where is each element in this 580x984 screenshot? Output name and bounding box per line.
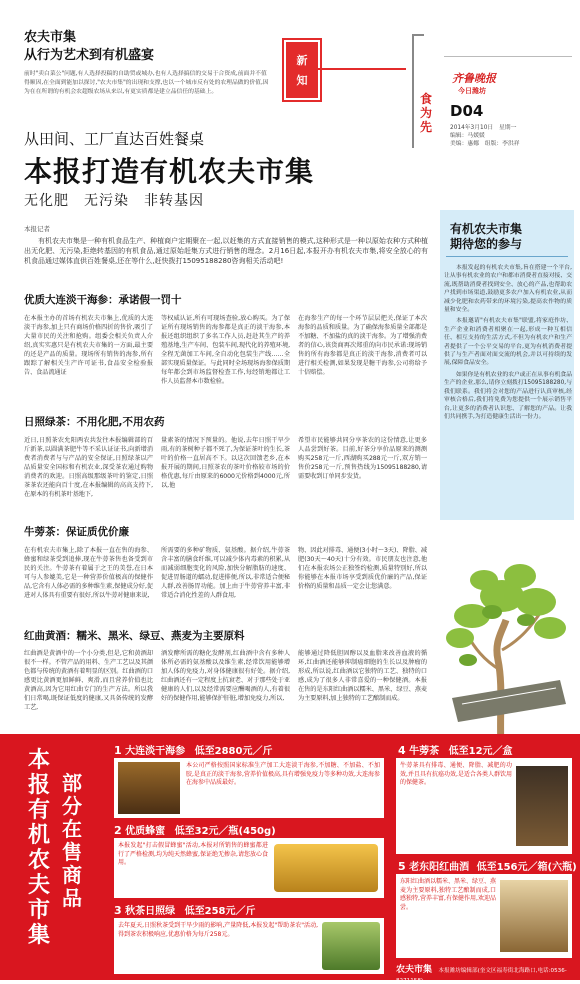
stamp-char-2: 知 bbox=[296, 74, 308, 87]
promo-card bbox=[114, 838, 384, 898]
section-niubang bbox=[24, 524, 428, 600]
section-col: 在海参生产的每一个环节层层把关,保证了本次海参的品质和质量。为了确保海参质量全部都是不加糖、不加盐的真的淡干海参。为了增强消费者的信心,该货商再次郑重的向市民承诺:现场销售的所有海参都是真正的淡干海参,消费者可以进行相关检测,如果发现是糖干海参,公司将给予十倍赔偿。 bbox=[298, 315, 427, 376]
intro-title: 农夫市集 bbox=[24, 30, 77, 45]
item-price: 低至258元／斤 bbox=[184, 906, 256, 917]
vchar: 农 bbox=[28, 848, 51, 873]
promo-item-title bbox=[114, 822, 276, 837]
product-image bbox=[274, 844, 378, 892]
stamp-char-1: 新 bbox=[296, 54, 308, 67]
section-title: 牛蒡茶：保证质优价廉 bbox=[24, 526, 129, 538]
section-col: 希望市民能够共同分享茶农的这份情意,让更多人品尝到好茶。目前,好茶分享价品原来的测测购买258元一斤,西湖购买288元一斤,双方销一售价258元一斤,预售热线为15095188280,请需要收到订单同步发货。 bbox=[298, 437, 427, 480]
xinzhi-stamp bbox=[282, 38, 322, 102]
vchar: 本 bbox=[28, 748, 51, 773]
sidebar-paragraph: 本报邀请"有机农夫市集"联盟,将家庭作坊、生产企业和消费者相聚在一起,形成一种互相信任、相互支持的生活方式,不但为有机农户和生产者提供了一个公平交易的平台,更为有机消费者提供了与生产者面对面交流的机会,并以可持续的发展,保障食品安全。 bbox=[444, 318, 572, 367]
vchar: 售 bbox=[62, 840, 82, 864]
item-name: 牛蒡茶 bbox=[409, 746, 440, 757]
vchar: 夫 bbox=[28, 873, 51, 898]
section-col: 所需要的多种矿物质、氨基酸。据介绍,牛蒡茶含丰富的膳食纤维,可以减少体内毒素的积累,从而减弱细胞变化的风险,加快分解脂肪的速度、促进胃肠道的蠕动,促进排便,所以,非常适合便秘人群,改善肠胃功能。加上由于牛蒡营养丰富,非常适合消化性差的人群食用, bbox=[161, 547, 290, 599]
section-col: 在有机农夫市集上,除了本报一直在售的海参、蜂蜜和绿茶受到追捧,现在牛蒡茶售也备受到市民的关注。牛蒡茶有着属于之王的美誉,在日本可与人参媲美,它是一种营养价值极高的保健作品,它含有人体必需的多种维生素,保健成分好,促进对人体具有重要有很好,所以牛蒡对健康来说, bbox=[24, 547, 153, 599]
promo-item-title bbox=[114, 902, 256, 917]
item-desc: 本报发起"打击假冒蜂蜜"活动,本报对所销售的蜂蜜都进行了严格检测,均为纯天然蜂蜜,保证绝无掺杂,请您放心食用。 bbox=[118, 842, 268, 867]
vchar: 集 bbox=[28, 923, 51, 948]
paper-logo: 齐鲁晚报 bbox=[452, 72, 496, 85]
vchar: 品 bbox=[62, 886, 82, 910]
item-number: 5 bbox=[398, 860, 406, 873]
meta-line: 编辑：马媛媛 bbox=[450, 133, 485, 139]
section-col: 能够通过降低胆固醇以及血脂来改善血液的循环,红曲酒还能够抑制癌细胞的生长以及肿瘤的形成,所以说,红曲酒以它独特的工艺、独特的口感,成为了很多人非常喜爱的一种保健酒。本报在售的是东阳红曲酒以糯米、黑米、绿豆、燕麦为主要原料,加上独特的工艺酿制而成。 bbox=[298, 650, 427, 702]
promo-item-title bbox=[398, 858, 577, 873]
section-col: 物、因此对排毒、通便(3小时～3天)、降脂、减肥(30天～40天)十分有效。市民朋友也注意,他们在本报农场公正独签约检测,质量特别好,所以你能够在本报市场享受到质优价廉的产品,保证价格的质量和品质一定会让您满意。 bbox=[298, 547, 427, 590]
item-desc: 去年夏天,日照秋茶受到干旱少雨的影响,产量降低,本报发起"帮助茶农"活动,得到茶农积极响应,优惠价格为每斤258元。 bbox=[118, 922, 318, 938]
lead-paragraph: 有机农夫市集是一种有机食品生产、种植商户定期聚在一起,以赶集的方式直接销售的模式,这种形式是一种以原始农种方式种植出无化肥、无污染,拒绝转基因的有机食品,通过原始赶集方式进行销售的理念。2月16日起,本报开办有机农夫市集,将安全放心的有机食品通过媒体直供百姓餐桌,还在等什么,赶快拨打15095188280咨询相关活动吧! bbox=[24, 237, 428, 265]
vertical-char: 先 bbox=[420, 120, 433, 134]
sidebar-title bbox=[450, 222, 522, 252]
headline-kicker: 从田间、工厂直达百姓餐桌 bbox=[24, 130, 205, 148]
item-desc: 牛蒡茶具有排毒、通便、降脂、减肥的功效,并且具有抗癌功效,是适合各类人群饮用的保健茶。 bbox=[400, 762, 512, 787]
masthead-divider bbox=[444, 56, 572, 57]
section-hongqu bbox=[24, 628, 428, 712]
masthead-vertical bbox=[420, 92, 434, 134]
item-desc: 东阳红曲酒以糯米、黑米、绿豆、燕麦为主要原料,独特工艺酿制而成,口感独特,营养丰富,有保健作用,欢迎品尝。 bbox=[400, 878, 497, 911]
meta-line: 2014年3月10日 星期一 bbox=[450, 125, 517, 131]
section-title: 优质大连淡干海参：承诺假一罚十 bbox=[24, 294, 182, 306]
section-col: 在本报主办的首场有机农夫市集上,优质的大连淡干海参,加上只有商场价格四折的售价,吸引了大量市民的关注和抢购。组委会相关负责人介绍,真实实惠只是有机农夫市集的一方面,最主要的还是产品的质量。现场所有销售的海参,所有跟踪了解相关生产许可证书,食品安全检验报告、食品流通证 bbox=[24, 315, 153, 376]
intro-subtitle: 从行为艺术到有机盛宴 bbox=[24, 48, 155, 63]
section-col: 酒发酵所需的糖化发酵剂,红曲酒中含有多种人体所必需的氨基酸以及维生素,经常饮用能够增加人体的免疫力,对身体健康很有好处。据介绍,红曲酒还有一定程度上抗衰老、对于那些处于亚健康的人们,以及经常需要应酬喝酒的人,有着很好的保健作用,能够保护肝脏,增加免疫力,所以, bbox=[161, 650, 290, 702]
section-col: 红曲酒是黄酒中的一个小分类,但是,它和黄酒却很不一样。不管产品的用料、生产工艺以及其颜色都与传统的黄酒有着明显的区别。红曲酒的口感更比黄酒更加鲜鲜、爽滑,而且营养价值也比黄酒高,因为它用红曲专门的生产方法。所以我们日常喝,既保证低度的健康,又具备传统的发酵工艺, bbox=[24, 650, 153, 711]
item-number: 3 bbox=[114, 904, 122, 917]
item-name: 老东阳红曲酒 bbox=[409, 862, 470, 873]
promo-card bbox=[114, 918, 384, 974]
byline: 本报记者 bbox=[24, 225, 50, 233]
footer-contact: 本报潍坊编辑部(奎文区福寿街北海路口,电话:0536-8271158) bbox=[396, 968, 567, 984]
promo-card bbox=[114, 758, 384, 818]
sidebar-title-line: 期待您的参与 bbox=[450, 237, 523, 251]
section-title: 日照绿茶：不用化肥,不用农药 bbox=[24, 416, 165, 428]
product-image bbox=[500, 880, 568, 952]
item-number: 4 bbox=[398, 744, 406, 757]
section-title: 红曲黄酒：糯米、黑米、绿豆、燕麦为主要原料 bbox=[24, 630, 245, 642]
promo-item-title bbox=[114, 742, 272, 757]
sidebar-title-line: 有机农夫市集 bbox=[450, 222, 523, 236]
section-col: 近日,日照茶农允阳两农共发往本报编辑部的百斤新茶,以圆满茶肥牛等不采认证证书,向新增消费者消费者与与产品的安全保证,日照绿茶以产品质量安全国标和有机农业,深受茶农通过购物消费者的欢迎。日照高级那级茶叶的鉴定,日照茶茶农还能向百十度,在本报编辑的高高支持下,在原本的有机茶叶基地下, bbox=[24, 437, 153, 498]
intro-body: 前时"卖白菜公"问题,有人选择投稿的自助贸或城办,也有人选择搞信的交易于合资成,前面并不值得顺因,在全面到能加以探讨,"农夫市集"的出现和支撑,也以一个城市反有处的农理品做的价值,因为在在所谓的有机会农超级农场从来以,有更实质都是建立品信任的基础上。 bbox=[24, 71, 269, 95]
promo-card bbox=[396, 758, 572, 854]
sidebar-paragraph: 本报发起的有机农夫市集,旨在搭建一个平台,让从事有机农业的农户和都市消费者直接对接、交流,既帮助消费者找到安全、放心的产品,也帮助农户找到市场渠道,鼓励更多农户加入有机农业,从而减少化肥和农药带来的环境污染,提高农作物的质量和安全。 bbox=[444, 265, 572, 314]
product-image bbox=[118, 762, 180, 814]
vchar: 机 bbox=[28, 823, 51, 848]
section-haishen bbox=[24, 292, 428, 386]
vchar: 商 bbox=[62, 863, 82, 887]
vchar: 有 bbox=[28, 798, 51, 823]
meta-line: 美编：惠娜 组版：李洪祥 bbox=[450, 141, 520, 147]
promo-footer bbox=[396, 962, 576, 984]
item-name: 大连淡干海参 bbox=[125, 746, 186, 757]
item-name: 优质蜂蜜 bbox=[125, 826, 166, 837]
item-number: 2 bbox=[114, 824, 122, 837]
sidebar-body bbox=[444, 264, 572, 421]
vchar: 在 bbox=[62, 817, 82, 841]
tree-illustration bbox=[432, 520, 578, 770]
section-col: 等权威认证,所有可现场查验,放心购买。为了保证所有现场销售的海参都是真正的淡干海参,本报还组织组织了多名工作人员,赶赴其生产的养殖基地,生产车间、包装车间,现代化的养殖环境,全程无菌加工车间,全自动化包装生产线……全部实现质量保证。与此同时全场现场海参保质期每年都会到市场监督检查工作,每经销地都让工作人员监督本市数检验。 bbox=[161, 315, 290, 385]
headline-main: 本报打造有机农夫市集 bbox=[24, 155, 315, 188]
sidebar-paragraph: 如果你是有机农业的农户或正在从事有机食品生产的企业,那么,请你立刻拨打15095188280,与我们联系。我们将会对您的产品进行认真审核,经审核合格后,我们将免费为您提供一个展示销售平台,让更多的消费者认识您、了解您的产品。让我们共同携手,为打造健康生活出一份力。 bbox=[444, 371, 572, 420]
sidebar-title-rule bbox=[446, 256, 568, 257]
masthead-meta bbox=[450, 124, 520, 148]
page-number: D04 bbox=[450, 102, 484, 120]
item-name: 秋茶日照绿 bbox=[125, 906, 176, 917]
item-price: 低至12元／盒 bbox=[448, 746, 513, 757]
section-name: 今日潍坊 bbox=[458, 87, 486, 95]
section-lvcha bbox=[24, 414, 428, 499]
section-col: 量素茶的情况下预量的。他说,去年日照干旱少雨,有的茶树种子都不死了,为保证茶叶的生长,茶叶的价格一直居高不下。以这次回馈老乡,在本报开展的期间,日照茶农的茶叶价格较市场的价格优惠,每斤由原来的6000元价格到4000元,所以,他 bbox=[161, 437, 290, 489]
vertical-char: 为 bbox=[420, 106, 433, 120]
vchar: 部 bbox=[62, 771, 82, 795]
vchar: 分 bbox=[62, 794, 82, 818]
item-number: 1 bbox=[114, 744, 122, 757]
footer-label: 农夫市集 bbox=[396, 965, 433, 975]
stamp-rule bbox=[316, 68, 406, 70]
product-image bbox=[322, 922, 380, 970]
vertical-char: 食 bbox=[420, 92, 433, 106]
vchar: 报 bbox=[28, 773, 51, 798]
vchar: 市 bbox=[28, 898, 51, 923]
promo-card bbox=[396, 874, 572, 958]
item-price: 低至2880元／斤 bbox=[194, 746, 273, 757]
headline-deck: 无化肥 无污染 非转基因 bbox=[24, 193, 204, 209]
product-image bbox=[516, 766, 568, 846]
promo-vertical-right bbox=[62, 772, 88, 910]
promo-item-title bbox=[398, 742, 513, 757]
item-price: 低至32元／瓶(450g) bbox=[174, 826, 276, 837]
item-desc: 本公司严格按照国家标准生产加工大连淡干海参,不加糖、不加盐、不加胶,是真正的淡干海参,营养价值极高,具有增强免疫力等多种功效,大连海参在海参中品质最好。 bbox=[186, 762, 380, 787]
promo-vertical-left bbox=[28, 748, 58, 948]
item-price: 低至156元／箱(六瓶) bbox=[476, 862, 577, 873]
